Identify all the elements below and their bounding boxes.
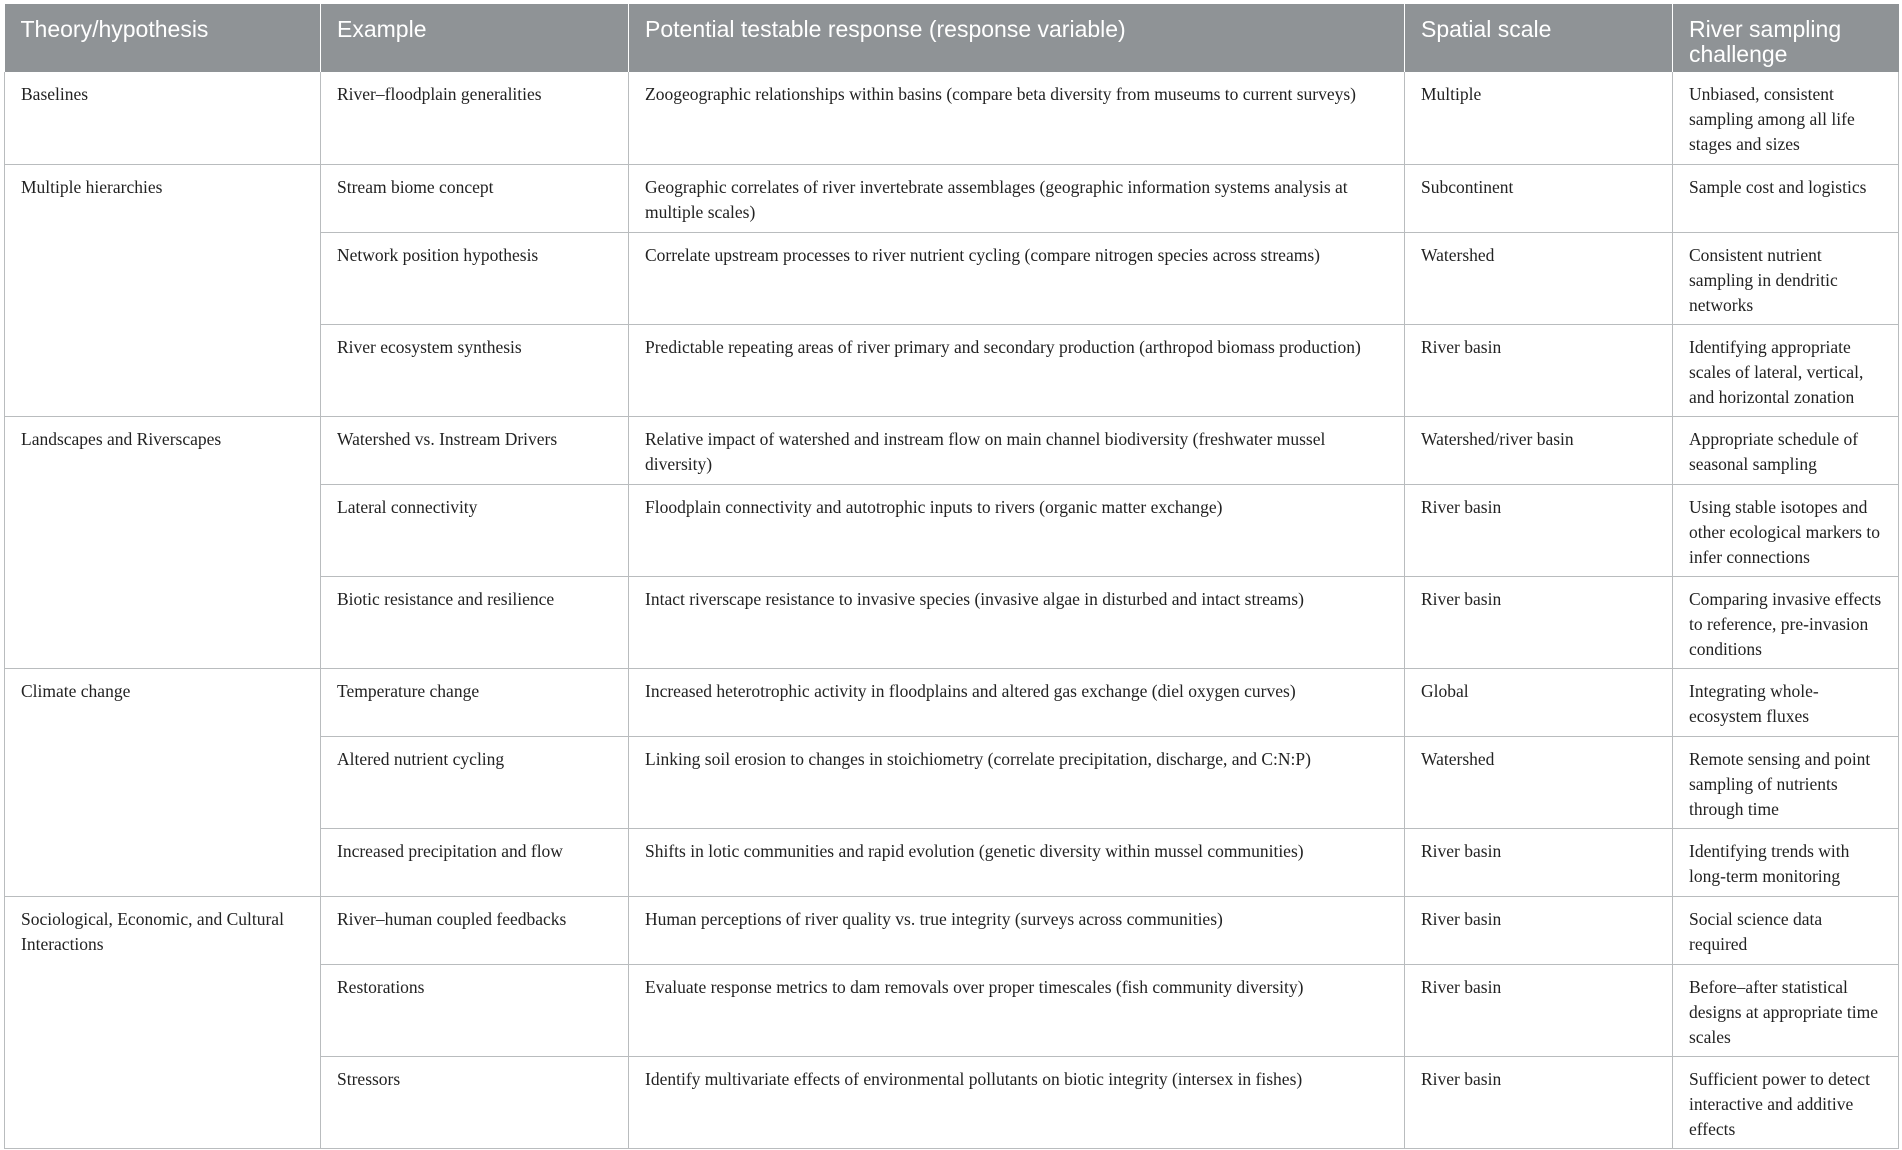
example-cell: River–human coupled feedbacks <box>321 896 629 964</box>
header-response: Potential testable response (response variable) <box>629 4 1405 72</box>
response-cell: Intact riverscape resistance to invasive species (invasive algae in disturbed and intact streams) <box>629 576 1405 668</box>
sampling-challenge-cell: Before–after statistical designs at appropriate time scales <box>1673 964 1899 1056</box>
spatial-scale-cell: Watershed <box>1405 736 1673 828</box>
table-body <box>5 72 1899 1148</box>
table-row <box>5 668 1899 736</box>
sampling-challenge-cell: Comparing invasive effects to reference, pre-invasion conditions <box>1673 576 1899 668</box>
table-header <box>5 4 1899 72</box>
table-row <box>5 896 1899 964</box>
sampling-challenge-cell: Remote sensing and point sampling of nutrients through time <box>1673 736 1899 828</box>
sampling-challenge-cell: Unbiased, consistent sampling among all life stages and sizes <box>1673 72 1899 164</box>
header-example: Example <box>321 4 629 72</box>
example-cell: Temperature change <box>321 668 629 736</box>
response-cell: Predictable repeating areas of river primary and secondary production (arthropod biomass production) <box>629 324 1405 416</box>
theory-cell: Sociological, Economic, and Cultural Interactions <box>5 896 321 1148</box>
header-theory: Theory/hypothesis <box>5 4 321 72</box>
response-cell: Zoogeographic relationships within basins (compare beta diversity from museums to current surveys) <box>629 72 1405 164</box>
spatial-scale-cell: Multiple <box>1405 72 1673 164</box>
spatial-scale-cell: Global <box>1405 668 1673 736</box>
response-cell: Shifts in lotic communities and rapid evolution (genetic diversity within mussel communities) <box>629 828 1405 896</box>
example-cell: River–floodplain generalities <box>321 72 629 164</box>
example-cell: Lateral connectivity <box>321 484 629 576</box>
response-cell: Evaluate response metrics to dam removals over proper timescales (fish community diversity) <box>629 964 1405 1056</box>
example-cell: Biotic resistance and resilience <box>321 576 629 668</box>
spatial-scale-cell: Watershed/river basin <box>1405 416 1673 484</box>
sampling-challenge-cell: Social science data required <box>1673 896 1899 964</box>
response-cell: Identify multivariate effects of environmental pollutants on biotic integrity (intersex in fishes) <box>629 1056 1405 1148</box>
response-cell: Linking soil erosion to changes in stoichiometry (correlate precipitation, discharge, and C:N:P) <box>629 736 1405 828</box>
header-row <box>5 4 1899 72</box>
spatial-scale-cell: River basin <box>1405 576 1673 668</box>
table-row <box>5 72 1899 164</box>
spatial-scale-cell: River basin <box>1405 964 1673 1056</box>
table-row <box>5 164 1899 232</box>
spatial-scale-cell: River basin <box>1405 1056 1673 1148</box>
sampling-challenge-cell: Using stable isotopes and other ecological markers to infer connections <box>1673 484 1899 576</box>
sampling-challenge-cell: Consistent nutrient sampling in dendritic networks <box>1673 232 1899 324</box>
theory-cell: Landscapes and Riverscapes <box>5 416 321 668</box>
example-cell: River ecosystem synthesis <box>321 324 629 416</box>
sampling-challenge-cell: Identifying appropriate scales of lateral, vertical, and horizontal zonation <box>1673 324 1899 416</box>
response-cell: Increased heterotrophic activity in floodplains and altered gas exchange (diel oxygen curves) <box>629 668 1405 736</box>
spatial-scale-cell: River basin <box>1405 828 1673 896</box>
sampling-challenge-cell: Sufficient power to detect interactive and additive effects <box>1673 1056 1899 1148</box>
sampling-challenge-cell: Integrating whole-ecosystem fluxes <box>1673 668 1899 736</box>
sampling-challenge-cell: Identifying trends with long-term monitoring <box>1673 828 1899 896</box>
hypotheses-table <box>4 4 1899 1149</box>
example-cell: Stressors <box>321 1056 629 1148</box>
sampling-challenge-cell: Sample cost and logistics <box>1673 164 1899 232</box>
response-cell: Relative impact of watershed and instream flow on main channel biodiversity (freshwater mussel diversity) <box>629 416 1405 484</box>
theory-cell: Baselines <box>5 72 321 164</box>
theory-cell: Climate change <box>5 668 321 896</box>
example-cell: Increased precipitation and flow <box>321 828 629 896</box>
spatial-scale-cell: River basin <box>1405 484 1673 576</box>
spatial-scale-cell: River basin <box>1405 324 1673 416</box>
example-cell: Stream biome concept <box>321 164 629 232</box>
spatial-scale-cell: Subcontinent <box>1405 164 1673 232</box>
response-cell: Human perceptions of river quality vs. true integrity (surveys across communities) <box>629 896 1405 964</box>
response-cell: Correlate upstream processes to river nutrient cycling (compare nitrogen species across streams) <box>629 232 1405 324</box>
header-sampling-challenge: River sampling challenge <box>1673 4 1899 72</box>
theory-cell: Multiple hierarchies <box>5 164 321 416</box>
example-cell: Network position hypothesis <box>321 232 629 324</box>
example-cell: Watershed vs. Instream Drivers <box>321 416 629 484</box>
response-cell: Geographic correlates of river invertebrate assemblages (geographic information systems analysis at multiple scales) <box>629 164 1405 232</box>
table-row <box>5 416 1899 484</box>
example-cell: Restorations <box>321 964 629 1056</box>
response-cell: Floodplain connectivity and autotrophic inputs to rivers (organic matter exchange) <box>629 484 1405 576</box>
header-spatial-scale: Spatial scale <box>1405 4 1673 72</box>
spatial-scale-cell: Watershed <box>1405 232 1673 324</box>
example-cell: Altered nutrient cycling <box>321 736 629 828</box>
spatial-scale-cell: River basin <box>1405 896 1673 964</box>
sampling-challenge-cell: Appropriate schedule of seasonal sampling <box>1673 416 1899 484</box>
